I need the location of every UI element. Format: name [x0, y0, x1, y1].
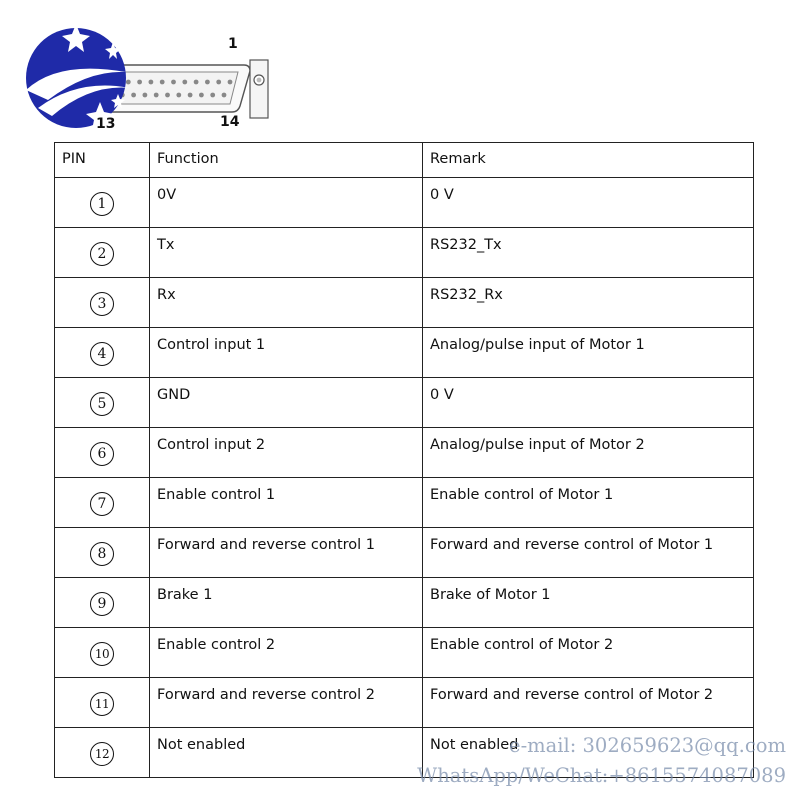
- function-cell: Tx: [150, 228, 423, 278]
- table-row: [55, 428, 754, 478]
- function-cell: Enable control 1: [150, 478, 423, 528]
- pin-number-cell: [55, 528, 150, 578]
- table-row: [55, 678, 754, 728]
- connector-pin-dot: [210, 93, 215, 98]
- pin-number-cell: [55, 378, 150, 428]
- connector-pin-dot: [199, 93, 204, 98]
- connector-pin-label-14: 14: [220, 114, 240, 130]
- connector-pin-label-1: 1: [228, 36, 238, 52]
- function-cell: Forward and reverse control 2: [150, 678, 423, 728]
- header-pin: PIN: [55, 143, 150, 178]
- pin-number-cell: [55, 228, 150, 278]
- table-header-row: [55, 143, 754, 178]
- function-cell: Forward and reverse control 1: [150, 528, 423, 578]
- pin-number-cell: [55, 428, 150, 478]
- connector-pin-dot: [160, 80, 165, 85]
- pin-number-cell: [55, 278, 150, 328]
- pin-number-cell: [55, 728, 150, 778]
- connector-pin-dot: [165, 93, 170, 98]
- pin-number-badge: 5: [90, 392, 114, 416]
- connector-pin-label-13: 13: [96, 116, 116, 132]
- pin-number-cell: [55, 328, 150, 378]
- pin-number-badge: 4: [90, 342, 114, 366]
- connector-pin-dot: [143, 93, 148, 98]
- connector-pin-dot: [194, 80, 199, 85]
- function-cell: GND: [150, 378, 423, 428]
- star-logo-icon: [18, 20, 138, 135]
- connector-pin-dot: [205, 80, 210, 85]
- pin-number-cell: [55, 478, 150, 528]
- connector-pin-dot: [222, 93, 227, 98]
- pin-number-badge: 1: [90, 192, 114, 216]
- remark-cell: RS232_Tx: [423, 228, 754, 278]
- brand-logo: [18, 20, 138, 139]
- connector-pin-dot: [149, 80, 154, 85]
- table-row: [55, 328, 754, 378]
- connector-pin-dot: [171, 80, 176, 85]
- function-cell: Control input 2: [150, 428, 423, 478]
- pin-number-badge: 11: [90, 692, 114, 716]
- function-cell: Rx: [150, 278, 423, 328]
- pin-number-badge: 2: [90, 242, 114, 266]
- connector-pin-dot: [216, 80, 221, 85]
- pin-number-badge: 10: [90, 642, 114, 666]
- remark-cell: Forward and reverse control of Motor 1: [423, 528, 754, 578]
- table-row: [55, 478, 754, 528]
- remark-cell: Not enabled: [423, 728, 754, 778]
- remark-cell: Enable control of Motor 2: [423, 628, 754, 678]
- function-cell: Brake 1: [150, 578, 423, 628]
- pin-number-cell: [55, 578, 150, 628]
- function-cell: Enable control 2: [150, 628, 423, 678]
- remark-cell: RS232_Rx: [423, 278, 754, 328]
- pin-number-badge: 8: [90, 542, 114, 566]
- remark-cell: Analog/pulse input of Motor 2: [423, 428, 754, 478]
- table-row: [55, 228, 754, 278]
- pin-function-table: [54, 142, 754, 778]
- header-remark: Remark: [423, 143, 754, 178]
- pin-number-badge: 9: [90, 592, 114, 616]
- table-row: [55, 278, 754, 328]
- table-row: [55, 628, 754, 678]
- pin-number-cell: [55, 628, 150, 678]
- header-function: Function: [150, 143, 423, 178]
- connector-pin-dot: [154, 93, 159, 98]
- pin-number-cell: [55, 678, 150, 728]
- pin-number-cell: [55, 178, 150, 228]
- remark-cell: Brake of Motor 1: [423, 578, 754, 628]
- watermark-email: e-mail: 302659623@qq.com: [509, 734, 786, 757]
- table-row: [55, 528, 754, 578]
- watermark-contact: WhatsApp/WeChat:+8615574087089: [417, 764, 786, 787]
- function-cell: Not enabled: [150, 728, 423, 778]
- table-row: [55, 578, 754, 628]
- remark-cell: Forward and reverse control of Motor 2: [423, 678, 754, 728]
- pin-number-badge: 3: [90, 292, 114, 316]
- remark-cell: 0 V: [423, 178, 754, 228]
- table-row: [55, 378, 754, 428]
- connector-pin-dot: [188, 93, 193, 98]
- connector-pin-dot: [182, 80, 187, 85]
- remark-cell: Analog/pulse input of Motor 1: [423, 328, 754, 378]
- function-cell: Control input 1: [150, 328, 423, 378]
- remark-cell: 0 V: [423, 378, 754, 428]
- function-cell: 0V: [150, 178, 423, 228]
- pin-number-badge: 12: [90, 742, 114, 766]
- table-row: [55, 178, 754, 228]
- remark-cell: Enable control of Motor 1: [423, 478, 754, 528]
- pin-number-badge: 6: [90, 442, 114, 466]
- connector-pin-dot: [228, 80, 233, 85]
- pin-number-badge: 7: [90, 492, 114, 516]
- connector-pin-dot: [176, 93, 181, 98]
